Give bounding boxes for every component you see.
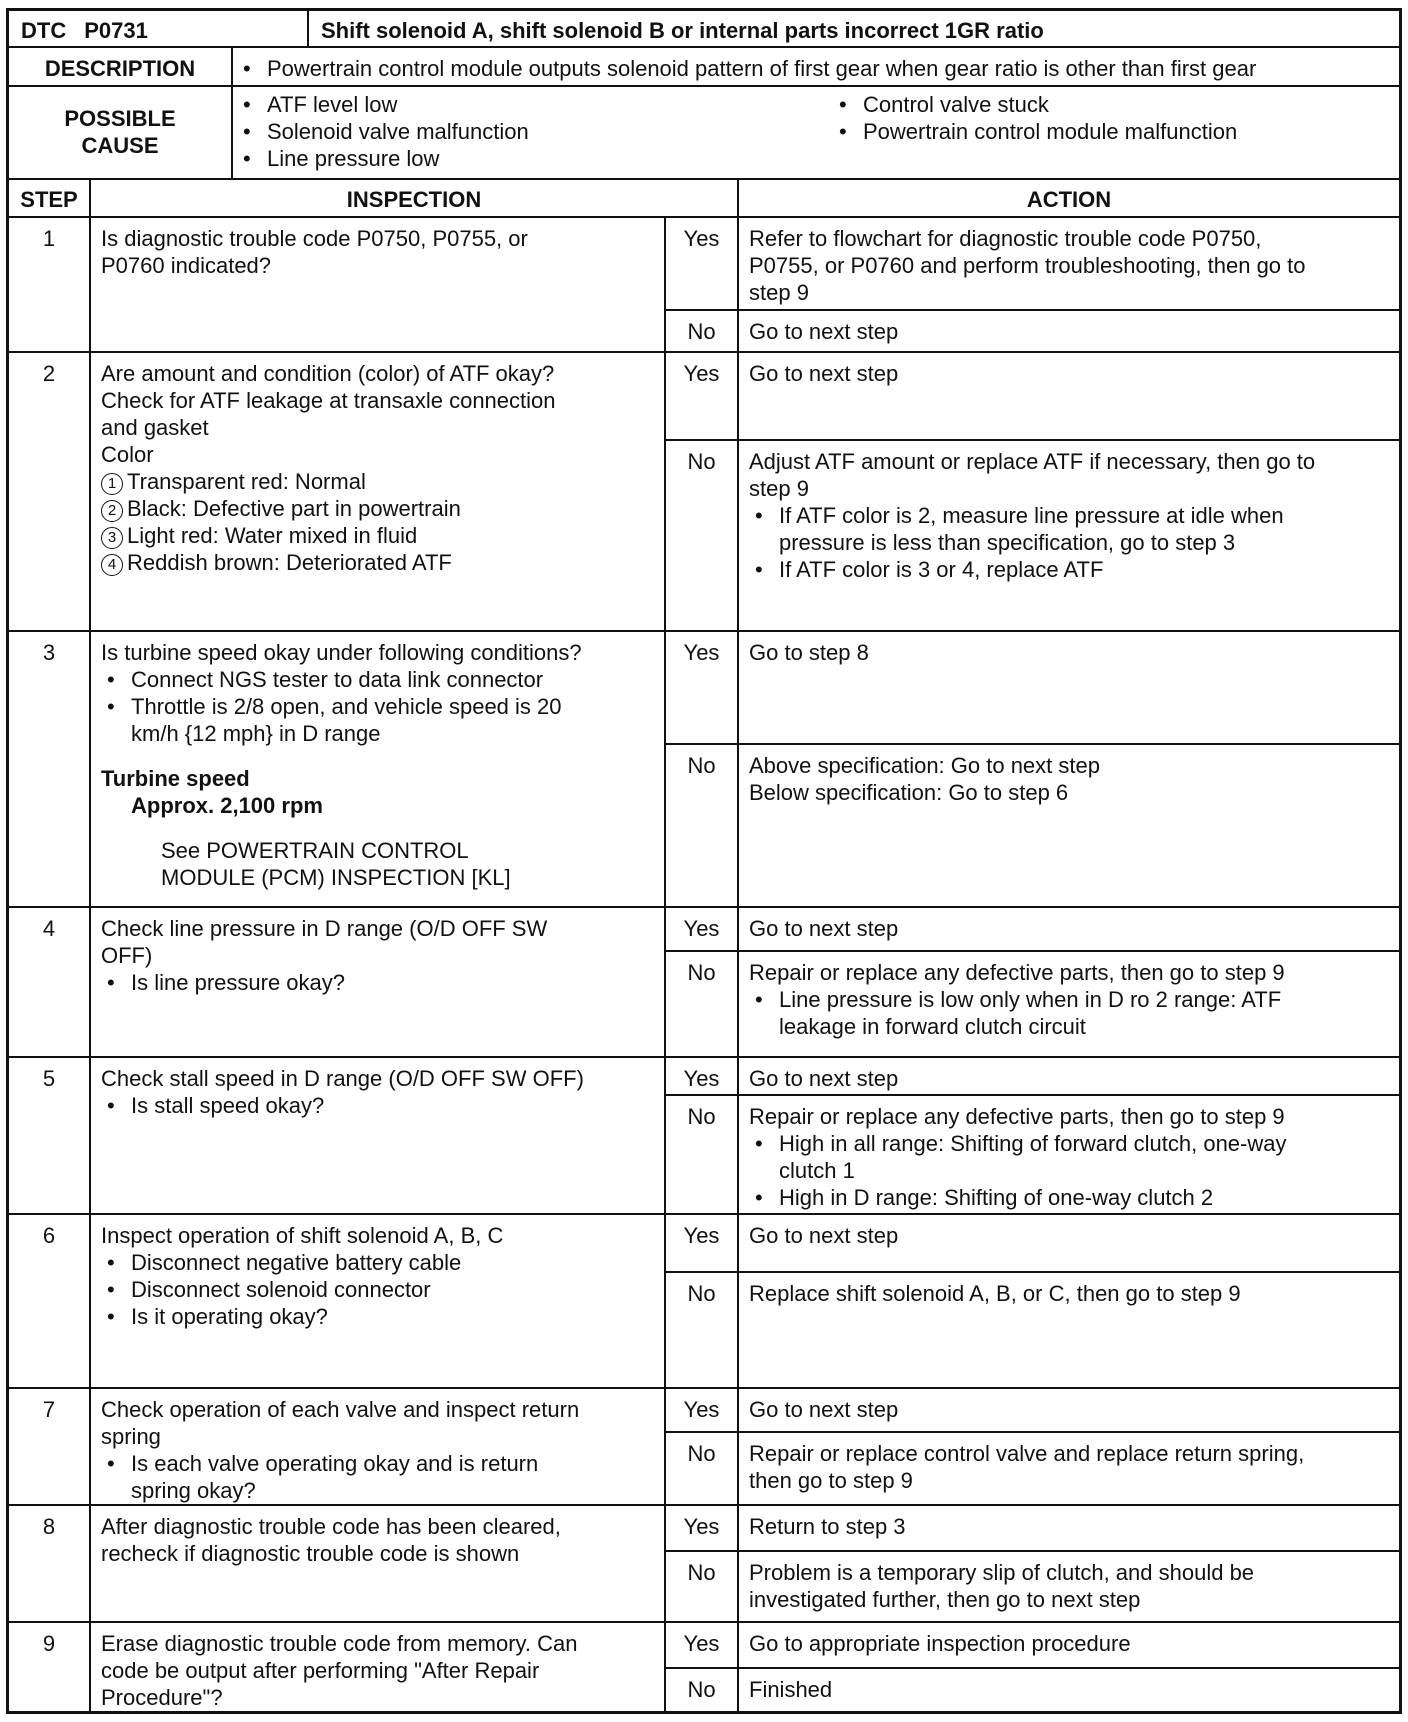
inspection-line: Inspect operation of shift solenoid A, B, C	[101, 1223, 504, 1248]
inspection-line: Check for ATF leakage at transaxle connection	[101, 388, 556, 413]
yes-no-column	[664, 1623, 737, 1711]
no-label: No	[687, 753, 716, 778]
step-row-8	[9, 1504, 1399, 1621]
inspection-bullet	[101, 1450, 654, 1504]
step-number: 8	[42, 1514, 56, 1539]
no-label: No	[687, 449, 716, 474]
inspection-bullet-line: • Is stall speed okay?	[131, 1093, 325, 1118]
circled-number: 3	[101, 527, 123, 549]
no-label: No	[687, 960, 716, 985]
inspection-bullet-line: • Throttle is 2/8 open, and vehicle speed is 20	[131, 694, 562, 719]
action-line: step 9	[749, 476, 809, 501]
inspection-line: OFF)	[101, 943, 153, 968]
no-action	[739, 1273, 1399, 1387]
color-item	[101, 468, 654, 495]
action-line: Finished	[749, 1677, 833, 1702]
action-line: Go to appropriate inspection procedure	[749, 1631, 1131, 1656]
possible-cause-section	[9, 87, 1399, 180]
inspection-bullet	[101, 1092, 654, 1119]
inspection-bullet	[101, 666, 654, 693]
cause-list-right	[829, 87, 1399, 178]
action-bullet-line: leakage in forward clutch circuit	[779, 1014, 1086, 1039]
dtc-code-value: P0731	[84, 18, 148, 43]
inspection-bullet: • Disconnect solenoid connector	[101, 1276, 654, 1303]
action-line: Adjust ATF amount or replace ATF if necessary, then go to	[749, 449, 1316, 474]
inspection-line: and gasket	[101, 415, 209, 440]
step-row-7	[9, 1387, 1399, 1504]
cause-item: • Powertrain control module malfunction	[833, 118, 1399, 145]
step-number: 5	[42, 1066, 56, 1091]
action-column	[737, 908, 1399, 1056]
color-text: Black: Defective part in powertrain	[127, 496, 461, 521]
yes-label: Yes	[666, 1389, 737, 1433]
action-line: Refer to flowchart for diagnostic trouble code P0750,	[749, 226, 1262, 251]
yes-label: Yes	[666, 1058, 737, 1096]
step-number: 1	[42, 226, 56, 251]
step-inspection	[89, 1389, 664, 1504]
yes-action	[739, 908, 1399, 952]
action-column	[737, 632, 1399, 906]
cause-item: • Control valve stuck	[833, 91, 1399, 118]
action-line: P0755, or P0760 and perform troubleshooting, then go to	[749, 253, 1306, 278]
dtc-header	[9, 11, 1399, 48]
inspection-line: Are amount and condition (color) of ATF okay?	[101, 361, 555, 386]
step-number: 2	[42, 361, 56, 386]
inspection-line: Erase diagnostic trouble code from memory. Can	[101, 1631, 578, 1656]
step-inspection	[89, 218, 664, 351]
no-label: No	[687, 1560, 716, 1585]
action-line: Go to next step	[749, 319, 899, 344]
action-line: Go to next step	[749, 1397, 899, 1422]
yes-no-column	[664, 908, 737, 1056]
action-column	[737, 1623, 1399, 1711]
inspection-bullet-line: • Is each valve operating okay and is return	[131, 1451, 539, 1476]
possible-cause-label-line1: POSSIBLE	[64, 106, 176, 131]
step-inspection	[89, 1215, 664, 1387]
inspection-bullet: • Disconnect negative battery cable	[101, 1249, 654, 1276]
action-column	[737, 218, 1399, 351]
cause-list-left	[231, 87, 829, 178]
inspection-line: Color	[101, 442, 154, 467]
yes-action	[739, 1506, 1399, 1552]
see-reference-line: MODULE (PCM) INSPECTION [KL]	[161, 865, 511, 890]
no-label: No	[687, 1677, 716, 1702]
inspection-line: Procedure"?	[101, 1685, 223, 1710]
circled-number: 4	[101, 554, 123, 576]
description-label: DESCRIPTION	[44, 56, 196, 81]
step-row-9	[9, 1621, 1399, 1711]
step-number: 7	[42, 1397, 56, 1422]
color-item	[101, 522, 654, 549]
step-inspection	[89, 353, 664, 630]
see-reference	[101, 837, 654, 891]
yes-no-column	[664, 353, 737, 630]
yes-no-column	[664, 1506, 737, 1621]
action-bullet	[749, 986, 1389, 1040]
no-label: No	[687, 1104, 716, 1129]
inspection-bullet-line: • Connect NGS tester to data link connector	[131, 667, 544, 692]
step-inspection	[89, 908, 664, 1056]
step-row-3	[9, 630, 1399, 906]
action-line: Go to next step	[749, 1066, 899, 1091]
no-action	[739, 952, 1399, 1056]
step-row-6	[9, 1213, 1399, 1387]
step-row-2	[9, 351, 1399, 630]
color-text: Light red: Water mixed in fluid	[127, 523, 418, 548]
yes-action	[739, 218, 1399, 311]
description-text	[231, 48, 1399, 85]
action-bullet-line: • Line pressure is low only when in D ro 2 range: ATF	[779, 987, 1282, 1012]
action-bullet-line: clutch 1	[779, 1158, 855, 1183]
no-action	[739, 1552, 1399, 1621]
action-bullet	[749, 502, 1389, 556]
inspection-line: P0760 indicated?	[101, 253, 272, 278]
yes-label: Yes	[666, 908, 737, 952]
yes-label: Yes	[666, 353, 737, 441]
possible-cause-label	[9, 87, 231, 178]
action-line: Go to next step	[749, 361, 899, 386]
see-reference-line: See POWERTRAIN CONTROL	[161, 838, 469, 863]
action-line: Repair or replace any defective parts, then go to step 9	[749, 1104, 1285, 1129]
no-label: No	[687, 1441, 716, 1466]
cause-item: • Solenoid valve malfunction	[237, 118, 829, 145]
action-column	[737, 353, 1399, 630]
inspection-bullet	[101, 693, 654, 747]
action-line: Go to next step	[749, 916, 899, 941]
action-column	[737, 1389, 1399, 1504]
inspection-bullet: • Is it operating okay?	[101, 1303, 654, 1330]
yes-no-column	[664, 1389, 737, 1504]
inspection-line: recheck if diagnostic trouble code is shown	[101, 1541, 520, 1566]
yes-action	[739, 632, 1399, 745]
yes-label: Yes	[666, 1506, 737, 1552]
step-number: 9	[42, 1631, 56, 1656]
action-bullet	[749, 1184, 1389, 1211]
inspection-bullet-line: spring okay?	[131, 1478, 256, 1503]
inspection-line: Check line pressure in D range (O/D OFF SW	[101, 916, 548, 941]
inspection-line: spring	[101, 1424, 161, 1449]
inspection-line: code be output after performing "After Repair	[101, 1658, 540, 1683]
no-action	[739, 745, 1399, 906]
action-bullet-line: • High in D range: Shifting of one-way clutch 2	[779, 1185, 1214, 1210]
no-action	[739, 311, 1399, 351]
action-bullet-line: • If ATF color is 3 or 4, replace ATF	[779, 557, 1104, 582]
inspection-bullet-line: km/h {12 mph} in D range	[131, 721, 381, 746]
step-inspection	[89, 1506, 664, 1621]
inspection-line: Is turbine speed okay under following conditions?	[101, 640, 582, 665]
dtc-p0731-document	[6, 8, 1402, 1714]
inspection-line: After diagnostic trouble code has been cleared,	[101, 1514, 561, 1539]
spec-label: Turbine speed	[101, 766, 250, 791]
spec-value: Approx. 2,100 rpm	[131, 793, 323, 818]
yes-label: Yes	[666, 1215, 737, 1273]
action-bullet-line: • If ATF color is 2, measure line pressure at idle when	[779, 503, 1284, 528]
step-inspection	[89, 632, 664, 906]
step-inspection	[89, 1058, 664, 1213]
action-bullet	[749, 556, 1389, 583]
action-column	[737, 1215, 1399, 1387]
action-line: Return to step 3	[749, 1514, 906, 1539]
step-inspection	[89, 1623, 664, 1711]
no-label: No	[687, 1281, 716, 1306]
yes-label: Yes	[666, 632, 737, 745]
step-row-4	[9, 906, 1399, 1056]
step-row-5	[9, 1056, 1399, 1213]
inspection-bullet	[101, 969, 654, 996]
description-section	[9, 48, 1399, 87]
no-action	[739, 1433, 1399, 1504]
action-line: investigated further, then go to next step	[749, 1587, 1141, 1612]
column-header-inspection: INSPECTION	[89, 180, 737, 216]
action-line: Go to next step	[749, 1223, 899, 1248]
yes-action	[739, 353, 1399, 441]
yes-action	[739, 1058, 1399, 1096]
dtc-label: DTC	[21, 18, 67, 43]
step-row-1	[9, 218, 1399, 351]
cause-item: • ATF level low	[237, 91, 829, 118]
yes-no-column	[664, 218, 737, 351]
column-headers	[9, 180, 1399, 218]
action-column	[737, 1506, 1399, 1621]
action-line: Go to step 8	[749, 640, 869, 665]
step-number: 3	[42, 640, 56, 665]
action-line: then go to step 9	[749, 1468, 913, 1493]
action-line: Repair or replace any defective parts, then go to step 9	[749, 960, 1285, 985]
dtc-title: Shift solenoid A, shift solenoid B or internal parts incorrect 1GR ratio	[307, 11, 1399, 46]
inspection-line: Check stall speed in D range (O/D OFF SW OFF)	[101, 1066, 584, 1091]
description-item: • Powertrain control module outputs solenoid pattern of first gear when gear ratio is other than first gear	[237, 55, 1399, 82]
action-line: step 9	[749, 280, 809, 305]
action-line: Repair or replace control valve and replace return spring,	[749, 1441, 1305, 1466]
color-item	[101, 495, 654, 522]
no-label: No	[687, 319, 716, 344]
inspection-bullet-line: • Is line pressure okay?	[131, 970, 345, 995]
cause-item: • Line pressure low	[237, 145, 829, 172]
steps-table	[9, 218, 1399, 1711]
column-header-action: ACTION	[737, 180, 1399, 216]
action-line: Replace shift solenoid A, B, or C, then go to step 9	[749, 1281, 1241, 1306]
inspection-line: Check operation of each valve and inspect return	[101, 1397, 580, 1422]
action-bullet-line: pressure is less than specification, go to step 3	[779, 530, 1236, 555]
action-column	[737, 1058, 1399, 1213]
action-line: Below specification: Go to step 6	[749, 780, 1069, 805]
color-item	[101, 549, 654, 576]
no-action	[739, 441, 1399, 630]
yes-action	[739, 1623, 1399, 1669]
yes-no-column	[664, 632, 737, 906]
column-header-step: STEP	[20, 187, 78, 212]
yes-label: Yes	[666, 1623, 737, 1669]
action-line: Problem is a temporary slip of clutch, and should be	[749, 1560, 1255, 1585]
dtc-code	[9, 11, 307, 46]
yes-no-column	[664, 1215, 737, 1387]
no-action	[739, 1669, 1399, 1711]
yes-no-column	[664, 1058, 737, 1213]
step-number: 4	[42, 916, 56, 941]
no-action	[739, 1096, 1399, 1213]
circled-number: 2	[101, 500, 123, 522]
inspection-line: Is diagnostic trouble code P0750, P0755, or	[101, 226, 528, 251]
yes-action	[739, 1215, 1399, 1273]
action-bullet-line: • High in all range: Shifting of forward clutch, one-way	[779, 1131, 1287, 1156]
step-number: 6	[42, 1223, 56, 1248]
action-bullet	[749, 1130, 1389, 1184]
circled-number: 1	[101, 473, 123, 495]
action-line: Above specification: Go to next step	[749, 753, 1100, 778]
color-text: Reddish brown: Deteriorated ATF	[127, 550, 452, 575]
yes-label: Yes	[666, 218, 737, 311]
color-text: Transparent red: Normal	[127, 469, 366, 494]
yes-action	[739, 1389, 1399, 1433]
possible-cause-label-line2: CAUSE	[81, 133, 159, 158]
